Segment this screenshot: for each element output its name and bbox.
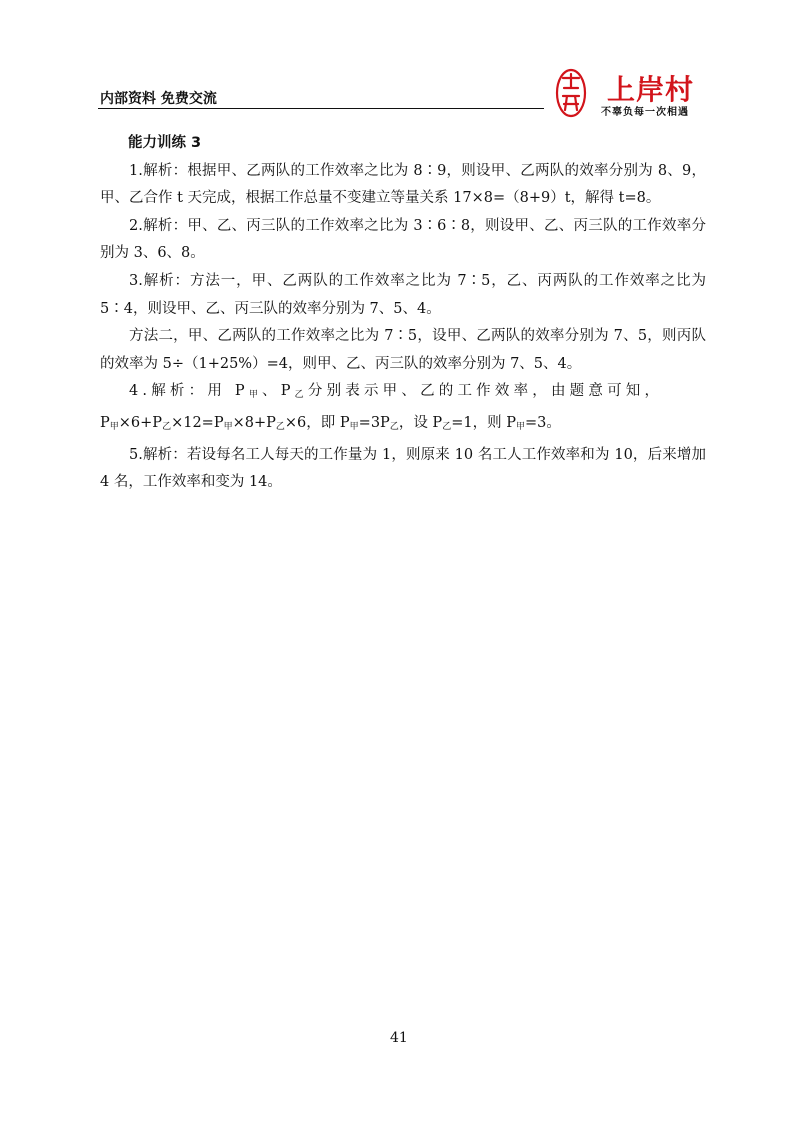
p4-text-e: ×6+P bbox=[118, 414, 163, 431]
p4-sub-8: 乙 bbox=[389, 421, 399, 432]
p4-text-b: 、P bbox=[262, 383, 295, 400]
brand-slogan: 不辜负每一次相遇 bbox=[601, 107, 689, 118]
p4-text-k: =1，则 P bbox=[451, 414, 516, 431]
brand-name: 上岸村 bbox=[607, 73, 695, 106]
paragraph-5: 5.解析：若设每名工人每天的工作量为 1，则原来 10 名工人工作效率和为 10，后来增加 4 名，工作效率和变为 14。 bbox=[100, 446, 706, 491]
p4-sub-10: 甲 bbox=[515, 421, 525, 432]
paragraph-4-line-2 bbox=[100, 410, 706, 442]
p4-text-a: 4.解析：用 P bbox=[129, 383, 249, 400]
main-content bbox=[100, 130, 706, 497]
paragraph-2: 2.解析：甲、乙、丙三队的工作效率之比为 3∶6∶8，则设甲、乙、丙三队的工作效率分别为 3、6、8。 bbox=[100, 217, 706, 262]
p4-sub-9: 乙 bbox=[442, 421, 452, 432]
p4-sub-4: 乙 bbox=[162, 421, 172, 432]
p4-text-l: =3。 bbox=[524, 414, 561, 431]
p4-sub-7: 甲 bbox=[349, 421, 359, 432]
p4-sub-1: 甲 bbox=[248, 390, 263, 401]
page-number: 41 bbox=[390, 1030, 408, 1046]
p4-text-h: ×6，即 P bbox=[284, 414, 350, 431]
paragraph-3-method-2: 方法二，甲、乙两队的工作效率之比为 7∶5，设甲、乙两队的效率分别为 7、5，则丙队的效率为 5÷（1+25%）=4，则甲、乙、丙三队的效率分别为 7、5、4。 bbox=[100, 328, 706, 372]
paragraph-1: 1.解析：根据甲、乙两队的工作效率之比为 8∶9，则设甲、乙两队的效率分别为 8、9，甲、乙合作 t 天完成，根据工作总量不变建立等量关系 17×8=（8+9）t，解得 t=8。 bbox=[100, 162, 706, 207]
header-caption: 内部资料 免费交流 bbox=[100, 91, 217, 107]
p4-text-g: ×8+P bbox=[232, 414, 276, 431]
section-title: 能力训练 3 bbox=[128, 135, 202, 151]
p4-sub-5: 甲 bbox=[223, 421, 233, 432]
p4-sub-3: 甲 bbox=[109, 421, 119, 432]
paragraph-3: 3.解析：方法一，甲、乙两队的工作效率之比为 7∶5，乙、丙两队的工作效率之比为 5∶4，则设甲、乙、丙三队的效率分别为 7、5、4。 bbox=[100, 272, 706, 317]
p4-sub-2: 乙 bbox=[294, 390, 308, 401]
paragraph-4-line-1 bbox=[100, 378, 706, 410]
header-rule bbox=[98, 108, 544, 109]
p4-sub-6: 乙 bbox=[275, 421, 285, 432]
p4-text-i: =3P bbox=[358, 414, 390, 431]
p4-text-j: ，设 P bbox=[398, 414, 443, 431]
p4-text-c: 分别表示甲、乙的工作效率，由题意可知， bbox=[307, 383, 664, 400]
p4-text-d: P bbox=[100, 414, 110, 431]
p4-text-f: ×12=P bbox=[171, 414, 224, 431]
